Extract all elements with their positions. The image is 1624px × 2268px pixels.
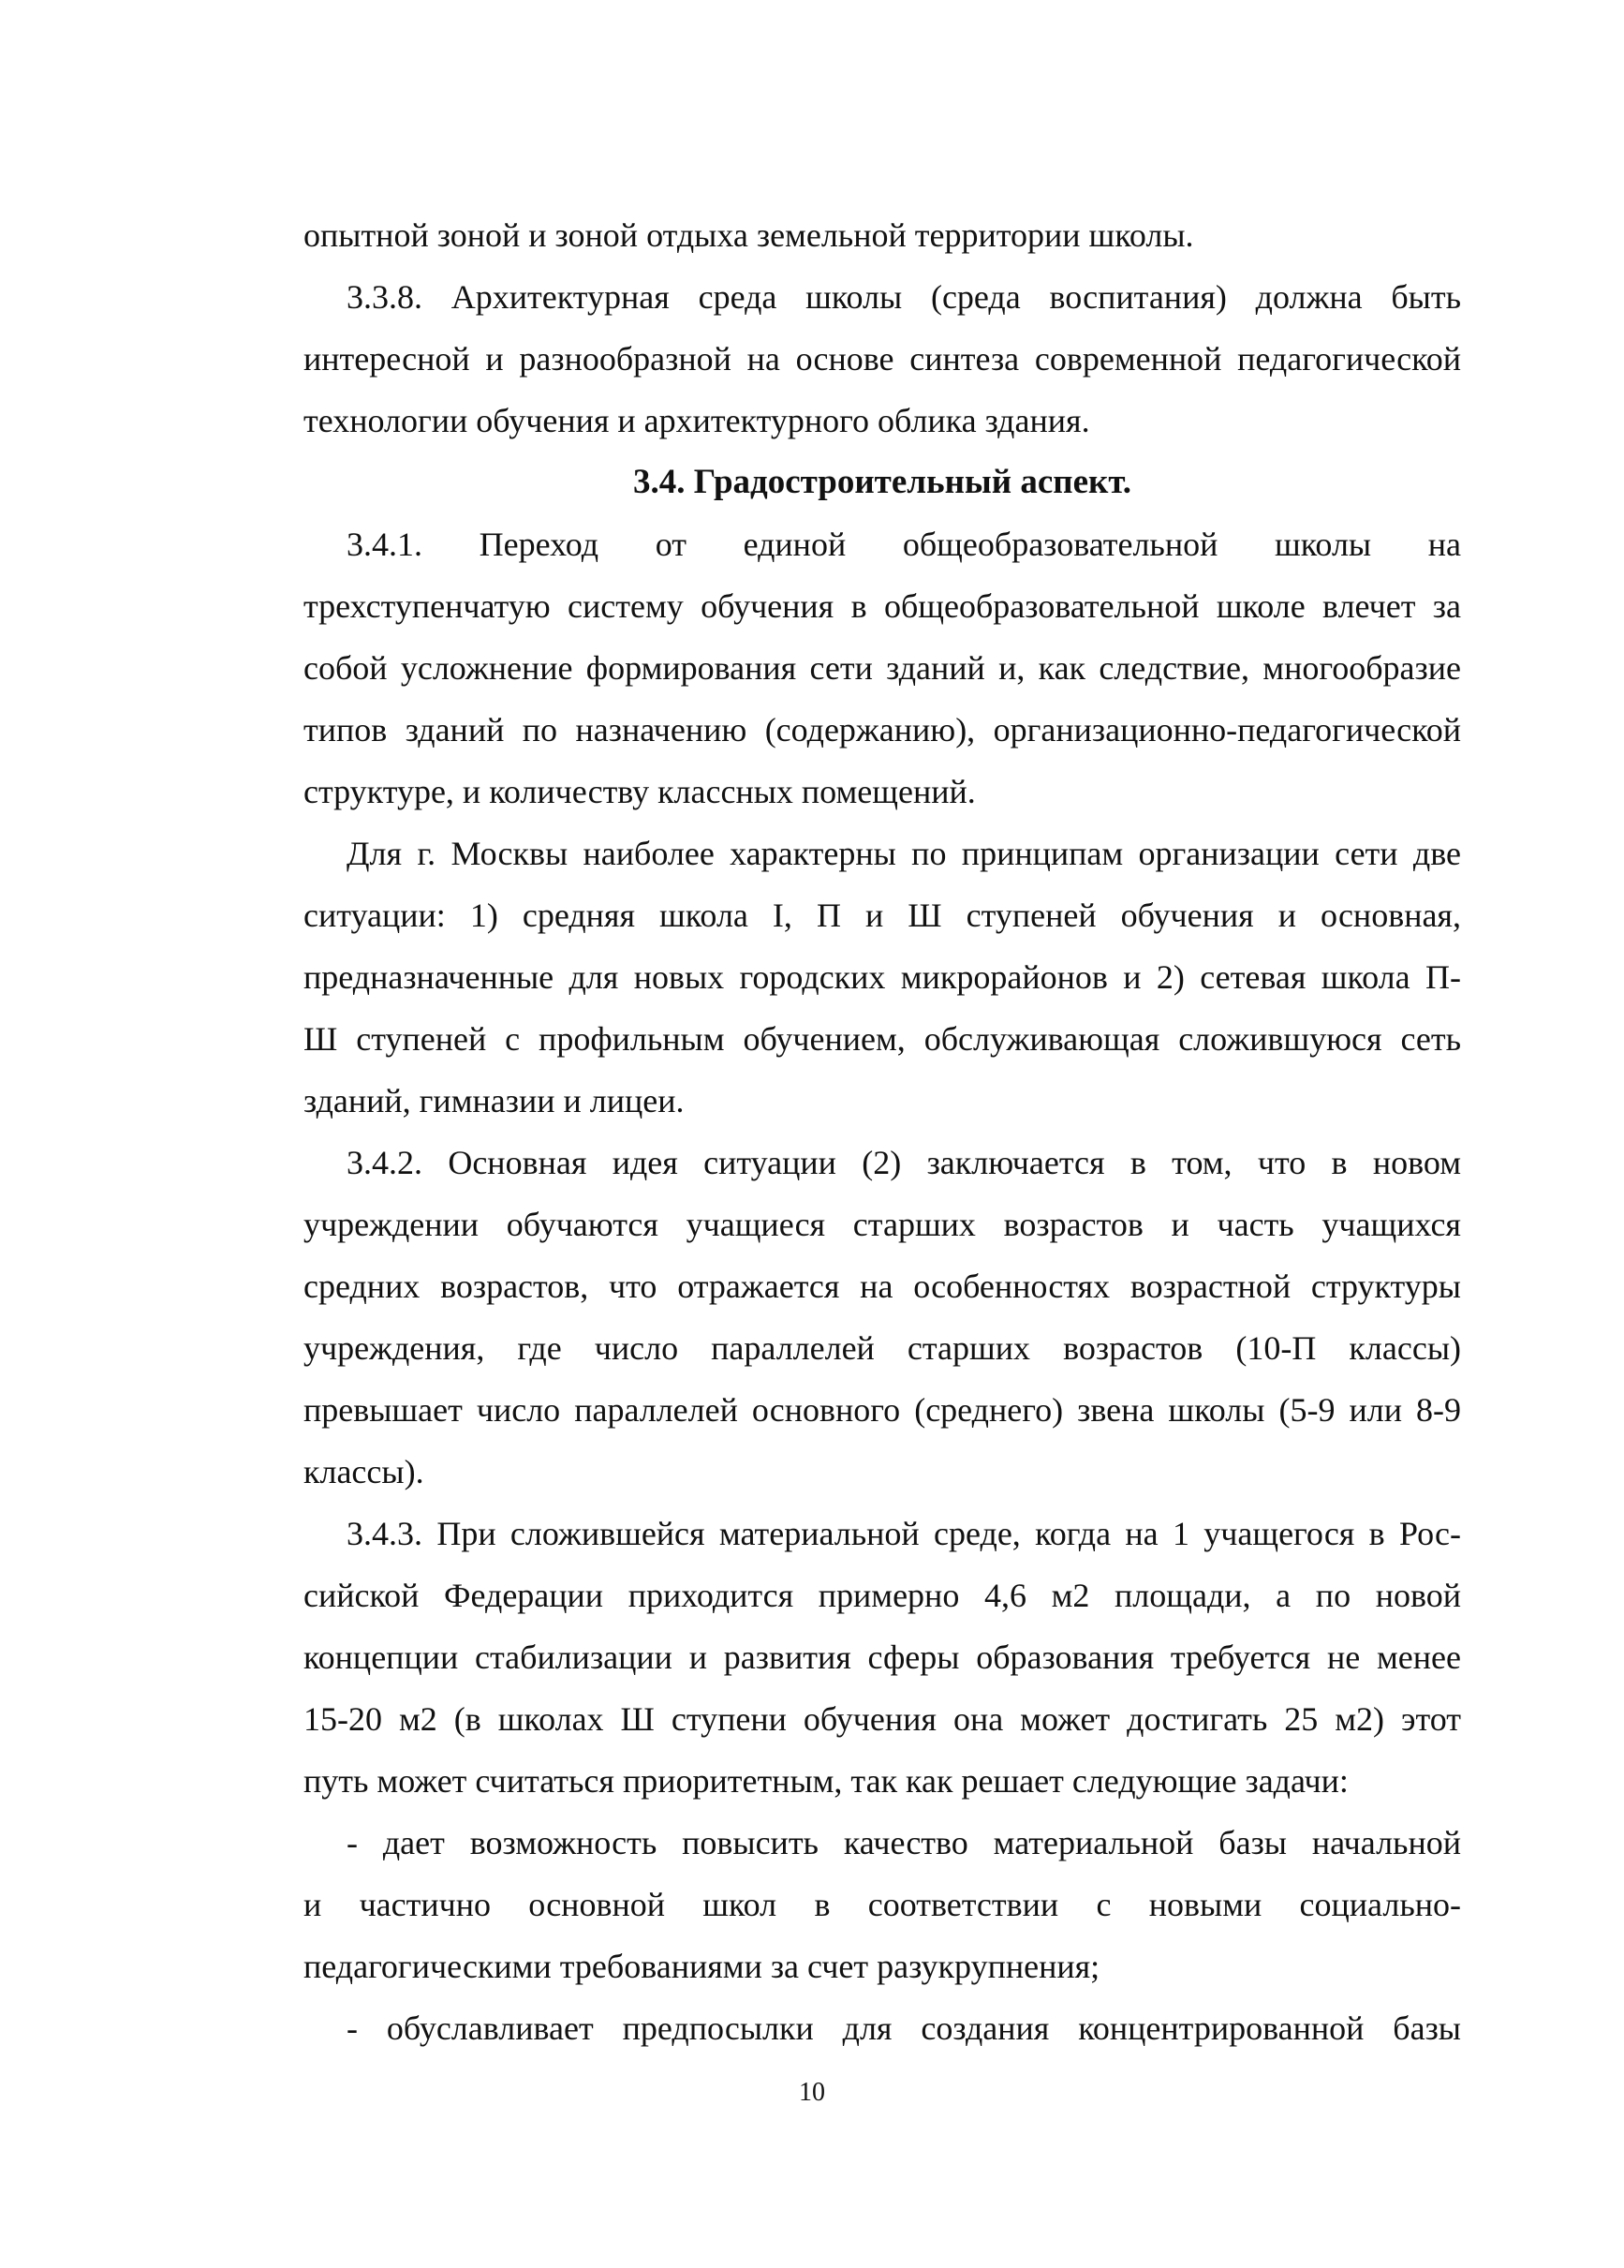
text-line: собой усложнение формирования сети зданий и, как следствие, многообразие <box>303 649 1461 687</box>
text-line: превышает число параллелей основного (среднего) звена школы (5-9 или 8-9 <box>303 1391 1461 1429</box>
text-line: педагогическими требованиями за счет разукрупнения; <box>303 1948 1100 1985</box>
paragraph-3-4-3-line: 3.4.3. При сложившейся материальной среде, когда на 1 учащегося в Рос- <box>347 1515 1461 1552</box>
paragraph-3-4-2-line: 3.4.2. Основная идея ситуации (2) заключается в том, что в новом <box>347 1144 1461 1181</box>
text-line: учреждения, где число параллелей старших возрастов (10-П классы) <box>303 1329 1461 1367</box>
paragraph-3-4-1-line: 3.4.1. Переход от единой общеобразовательной школы на <box>347 526 1461 563</box>
document-body <box>303 204 1461 2059</box>
text-line: предназначенные для новых городских микрорайонов и 2) сетевая школа П- <box>303 958 1461 996</box>
page-number: 10 <box>799 2078 825 2107</box>
section-heading: 3.4. Градостроительный аспект. <box>632 463 1132 501</box>
text-line: интересной и разнообразной на основе синтеза современной педагогической <box>303 340 1461 378</box>
paragraph-moscow-line: Для г. Москвы наиболее характерны по принципам организации сети две <box>347 835 1461 872</box>
text-line: сийской Федерации приходится примерно 4,6 м2 площади, а по новой <box>303 1577 1461 1614</box>
text-line: технологии обучения и архитектурного облика здания. <box>303 402 1090 439</box>
list-item-line: - дает возможность повысить качество материальной базы начальной <box>347 1824 1461 1861</box>
paragraph-3-3-8-line: 3.3.8. Архитектурная среда школы (среда воспитания) должна быть <box>347 278 1461 316</box>
text-line: классы). <box>303 1453 424 1490</box>
text-line: трехступенчатую систему обучения в общеобразовательной школе влечет за <box>303 587 1461 625</box>
text-line: и частично основной школ в соответствии с новыми социально- <box>303 1886 1461 1923</box>
text-line: ситуации: 1) средняя школа I, П и Ш ступеней обучения и основная, <box>303 897 1461 934</box>
list-item-line: - обуславливает предпосылки для создания концентрированной базы <box>347 2009 1461 2047</box>
text-line: опытной зоной и зоной отдыха земельной территории школы. <box>303 216 1194 254</box>
text-line: путь может считаться приоритетным, так как решает следующие задачи: <box>303 1762 1349 1800</box>
text-line: зданий, гимназии и лицеи. <box>303 1082 685 1119</box>
text-line: структуре, и количеству классных помещений. <box>303 773 976 810</box>
text-line: концепции стабилизации и развития сферы образования требуется не менее <box>303 1638 1461 1676</box>
text-line: 15-20 м2 (в школах Ш ступени обучения она может достигать 25 м2) этот <box>303 1700 1461 1738</box>
text-line: типов зданий по назначению (содержанию), организационно-педагогической <box>303 711 1461 749</box>
text-line: средних возрастов, что отражается на особенностях возрастной структуры <box>303 1267 1461 1305</box>
text-line: учреждении обучаются учащиеся старших возрастов и часть учащихся <box>303 1206 1461 1243</box>
text-line: Ш ступеней с профильным обучением, обслуживающая сложившуюся сеть <box>303 1020 1461 1058</box>
